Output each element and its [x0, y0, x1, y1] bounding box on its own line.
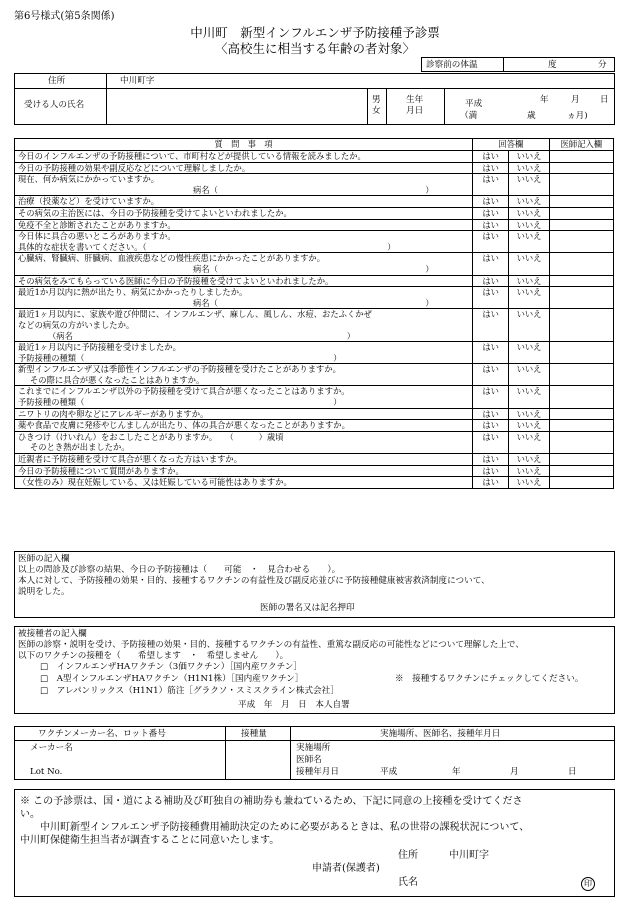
doctor-note-cell[interactable]	[549, 231, 613, 253]
doctor-note-cell[interactable]	[549, 342, 613, 364]
question-text: その病気の主治医には、今日の予防接種を受けてよいといわれましたか。	[18, 207, 292, 218]
doctor-note-cell[interactable]	[549, 219, 613, 231]
dob-label: 生年 月日	[406, 95, 424, 116]
answer-yes[interactable]: はい	[473, 219, 509, 231]
question-cell	[15, 275, 473, 287]
temperature-unit-degree: 度	[548, 60, 557, 70]
address-value: 中川町字	[120, 76, 155, 86]
question-cell	[15, 431, 473, 453]
question-cell	[15, 465, 473, 477]
question-cell	[15, 253, 473, 275]
vaccine-option-1[interactable]: □ インフルエンザHAワクチン（3価ワクチン）［国内産ワクチン］	[40, 662, 302, 672]
answer-no[interactable]: いいえ	[509, 219, 549, 231]
doctor-heading: 医師の記入欄	[18, 554, 70, 564]
question-text: 病名（ ）	[193, 263, 434, 274]
question-text: 治療（投薬など）を受けていますか。	[18, 196, 160, 207]
seal-mark: 印	[581, 877, 595, 891]
answer-yes[interactable]: はい	[473, 162, 509, 174]
table-row	[15, 275, 614, 287]
doctor-note-cell[interactable]	[549, 174, 613, 196]
doctor-note-cell[interactable]	[549, 386, 613, 408]
table-row	[15, 162, 614, 174]
doctor-note-cell[interactable]	[549, 477, 613, 489]
answer-yes[interactable]: はい	[473, 196, 509, 208]
header-doctor: 医師記入欄	[549, 139, 613, 151]
doctor-name-label: 医師名	[296, 755, 322, 765]
doctor-note-cell[interactable]	[549, 207, 613, 219]
answer-yes[interactable]: はい	[473, 454, 509, 466]
place-label: 実施場所	[296, 743, 331, 753]
answer-no[interactable]: いいえ	[509, 309, 549, 342]
table-row	[15, 207, 614, 219]
table-row	[15, 309, 614, 342]
dob-year: 年	[540, 95, 549, 105]
question-text: その病気をみてもらっている医師に今日の予防接種を受けてよいといわれましたか。	[18, 275, 334, 286]
question-cell	[15, 207, 473, 219]
answer-no[interactable]: いいえ	[509, 275, 549, 287]
answer-no[interactable]: いいえ	[509, 465, 549, 477]
temperature-unit-minute: 分	[598, 60, 607, 70]
answer-yes[interactable]: はい	[473, 287, 509, 309]
answer-yes[interactable]: はい	[473, 231, 509, 253]
question-text: ニワトリの肉や卵などにアレルギーがありますか。	[18, 408, 209, 419]
question-text: 今日体に具合の悪いところがありますか。	[18, 231, 176, 242]
answer-yes[interactable]: はい	[473, 207, 509, 219]
question-text: 薬や食品で皮膚に発疹やじんましんが出たり、体の具合が悪くなったことがありますか。	[18, 420, 350, 431]
vaccine-option-2[interactable]: □ A型インフルエンザHAワクチン（H1N1株）［国内産ワクチン］	[40, 674, 304, 684]
doctor-signature-label: 医師の署名又は記名押印	[260, 603, 355, 613]
doctor-note-cell[interactable]	[549, 465, 613, 477]
question-text: 今日の予防接種の効果や副反応などについて理解しましたか。	[18, 162, 251, 173]
answer-yes[interactable]: はい	[473, 151, 509, 163]
doctor-line-3: 説明をした。	[18, 587, 70, 597]
answer-yes[interactable]: はい	[473, 408, 509, 420]
doctor-note-cell[interactable]	[549, 364, 613, 386]
question-text: 今日のインフルエンザの予防接種について、市町村などが提供している情報を読みましたか。	[18, 151, 366, 161]
answer-no[interactable]: いいえ	[509, 151, 549, 163]
question-text: その際に具合が悪くなったことはありますか。	[30, 374, 205, 385]
vaccination-month: 月	[510, 767, 519, 777]
patient-info-box	[14, 73, 615, 125]
vaccination-year: 年	[452, 767, 461, 777]
question-cell	[15, 386, 473, 408]
header-questions: 質 問 事 項	[15, 139, 473, 151]
patient-sign-date: 平成 年 月 日 本人自署	[238, 700, 350, 710]
temperature-label: 診察前の体温	[426, 60, 478, 70]
doctor-line-2: 本人に対して、予防接種の効果・目的、接種するワクチンの有益性及び副反応並びに予防接種健康被害救済制度について、	[18, 576, 490, 586]
age-open: （満	[460, 111, 478, 121]
question-text: 免疫不全と診断されたことがありますか。	[18, 219, 176, 230]
answer-yes[interactable]: はい	[473, 275, 509, 287]
table-row	[15, 386, 614, 408]
question-cell	[15, 364, 473, 386]
question-text: 病名（ ）	[193, 184, 434, 195]
question-cell	[15, 287, 473, 309]
table-row	[15, 253, 614, 275]
vaccination-day: 日	[568, 767, 577, 777]
doctor-note-cell[interactable]	[549, 151, 613, 163]
dob-day: 日	[600, 95, 609, 105]
dob-era: 平成	[465, 99, 483, 109]
answer-no[interactable]: いいえ	[509, 454, 549, 466]
age-month: ヵ月)	[567, 111, 588, 121]
question-text: これまでにインフルエンザ以外の予防接種を受けて具合が悪くなったことはありますか。	[18, 386, 350, 397]
patient-heading: 被接種者の記入欄	[18, 629, 87, 639]
table-row	[15, 364, 614, 386]
question-text: （女性のみ）現在妊娠している、又は妊娠している可能性はありますか。	[18, 477, 292, 488]
answer-yes[interactable]: はい	[473, 364, 509, 386]
question-cell	[15, 342, 473, 364]
answer-yes[interactable]: はい	[473, 342, 509, 364]
answer-yes[interactable]: はい	[473, 386, 509, 408]
answer-no[interactable]: いいえ	[509, 174, 549, 196]
answer-yes[interactable]: はい	[473, 420, 509, 432]
question-text: 現在、何か病気にかかっていますか。	[18, 174, 160, 185]
table-row	[15, 431, 614, 453]
question-cell	[15, 219, 473, 231]
question-text: 具体的な症状を書いてください。（ ）	[18, 241, 396, 252]
answer-no[interactable]: いいえ	[509, 342, 549, 364]
doctor-note-cell[interactable]	[549, 162, 613, 174]
vaccine-header-dose: 接種量	[241, 729, 267, 739]
table-row	[15, 408, 614, 420]
answer-no[interactable]: いいえ	[509, 162, 549, 174]
question-text: 予防接種の種類（ ）	[18, 352, 342, 363]
header-answer: 回答欄	[473, 139, 550, 151]
answer-yes[interactable]: はい	[473, 253, 509, 275]
answer-no[interactable]: いいえ	[509, 420, 549, 432]
consent-line-2: 中川町新型インフルエンザ予防接種費用補助決定のために必要があるときは、私の世帯の課税状況について、	[40, 822, 530, 833]
doctor-note-cell[interactable]	[549, 253, 613, 275]
vaccine-header-maker: ワクチンメーカー名、ロット番号	[38, 729, 166, 739]
answer-no[interactable]: いいえ	[509, 196, 549, 208]
answer-no[interactable]: いいえ	[509, 287, 549, 309]
doctor-note-cell[interactable]	[549, 196, 613, 208]
sex-field[interactable]: 男 女	[372, 95, 381, 116]
patient-line-1: 医師の診察・説明を受け、予防接種の効果・目的、接種するワクチンの有益性、重篤な副反応の可能性などについて理解した上で、	[18, 640, 524, 650]
answer-no[interactable]: いいえ	[509, 253, 549, 275]
applicant-address-label: 住所	[398, 850, 418, 861]
consent-line-1: ※ この予診票は、国・道による補助及び町独自の補助券も兼ねているため、下記に同意の上接種を受けてくださ	[20, 796, 523, 807]
question-text: などの病気の方がいましたか。	[18, 319, 135, 330]
table-row	[15, 231, 614, 253]
table-row	[15, 174, 614, 196]
answer-no[interactable]: いいえ	[509, 431, 549, 453]
doctor-note-cell[interactable]	[549, 309, 613, 342]
answer-no[interactable]: いいえ	[509, 231, 549, 253]
table-row	[15, 454, 614, 466]
doctor-note-cell[interactable]	[549, 287, 613, 309]
answer-yes[interactable]: はい	[473, 309, 509, 342]
question-cell	[15, 162, 473, 174]
answer-no[interactable]: いいえ	[509, 477, 549, 489]
doctor-note-cell[interactable]	[549, 431, 613, 453]
table-row	[15, 287, 614, 309]
question-text: ひきつけ（けいれん）をおこしたことがありますか。 （ ）歳頃	[18, 431, 284, 442]
question-cell	[15, 309, 473, 342]
vaccine-header-place: 実施場所、医師名、接種年月日	[380, 729, 501, 739]
question-text: 今日の予防接種について質問がありますか。	[18, 465, 184, 476]
answer-yes[interactable]: はい	[473, 477, 509, 489]
doctor-note-cell[interactable]	[549, 454, 613, 466]
applicant-address-value: 中川町字	[449, 850, 489, 861]
question-cell	[15, 174, 473, 196]
question-text: （病名 ）	[48, 330, 355, 341]
answer-yes[interactable]: はい	[473, 431, 509, 453]
question-text: 新型インフルエンザ又は季節性インフルエンザの予防接種を受けたことがありますか。	[18, 364, 341, 375]
table-row	[15, 151, 614, 163]
question-cell	[15, 408, 473, 420]
question-cell	[15, 420, 473, 432]
question-cell	[15, 196, 473, 208]
answer-no[interactable]: いいえ	[509, 364, 549, 386]
questionnaire-table	[14, 138, 614, 489]
table-header-row	[15, 139, 614, 151]
applicant-label: 申請者(保護者)	[312, 863, 380, 874]
answer-no[interactable]: いいえ	[509, 386, 549, 408]
consent-line-1b: い。	[20, 809, 40, 820]
applicant-name-label: 氏名	[398, 877, 418, 888]
consent-line-3: 中川町保健衛生担当者が調査することに同意いたします。	[20, 835, 280, 846]
dob-month: 月	[571, 95, 580, 105]
answer-yes[interactable]: はい	[473, 465, 509, 477]
table-row	[15, 342, 614, 364]
table-row	[15, 196, 614, 208]
answer-yes[interactable]: はい	[473, 174, 509, 196]
question-text: 最近1ヶ月以内に、家族や遊び仲間に、インフルエンザ、麻しん、風しん、水痘、おたふくかぜ	[18, 309, 372, 320]
answer-no[interactable]: いいえ	[509, 408, 549, 420]
question-text: 心臓病、腎臓病、肝臓病、血液疾患などの慢性疾患にかかったことがありますか。	[18, 253, 325, 264]
age-year: 歳	[527, 111, 536, 121]
table-row	[15, 477, 614, 489]
answer-no[interactable]: いいえ	[509, 207, 549, 219]
doctor-note-cell[interactable]	[549, 408, 613, 420]
table-row	[15, 420, 614, 432]
question-cell	[15, 477, 473, 489]
question-text: 最近1か月以内に熱が出たり、病気にかかったりしましたか。	[18, 287, 248, 298]
question-text: 予防接種の種類（ ）	[18, 397, 342, 408]
name-label: 受ける人の氏名	[24, 100, 85, 110]
vaccination-date-label: 接種年月日	[296, 767, 339, 777]
question-text: 最近1ヶ月以内に予防接種を受けましたか。	[18, 342, 181, 353]
table-row	[15, 219, 614, 231]
lot-label: Lot No.	[30, 767, 63, 777]
doctor-note-cell[interactable]	[549, 420, 613, 432]
question-text: そのとき熱が出ましたか。	[30, 442, 130, 453]
patient-line-2: 以下のワクチンの接種を（ 希望します ・ 希望しません ）。	[18, 651, 289, 661]
doctor-line-1: 以上の問診及び診察の結果、今日の予防接種は（ 可能 ・ 見合わせる ）。	[18, 565, 341, 575]
question-text: 近親者に予防接種を受けて具合が悪くなった方はいますか。	[18, 454, 243, 465]
doctor-note-cell[interactable]	[549, 275, 613, 287]
question-cell	[15, 231, 473, 253]
vaccine-option-3[interactable]: □ アレパンリックス（H1N1）筋注［グラクソ・スミスクライン株式会社］	[40, 686, 339, 696]
vaccine-note: ※ 接種するワクチンにチェックしてください。	[395, 674, 584, 684]
address-label: 住所	[48, 76, 66, 86]
form-number: 第6号様式(第5条関係)	[14, 11, 115, 22]
page-title: 中川町 新型インフルエンザ予防接種予診票	[190, 25, 440, 40]
table-row	[15, 465, 614, 477]
question-text: 病名（ ）	[193, 297, 434, 308]
question-cell	[15, 454, 473, 466]
page-subtitle: 〈高校生に相当する年齢の者対象〉	[214, 41, 415, 56]
vaccination-era: 平成	[380, 767, 398, 777]
question-cell	[15, 151, 473, 163]
maker-label: メーカー名	[30, 743, 73, 753]
